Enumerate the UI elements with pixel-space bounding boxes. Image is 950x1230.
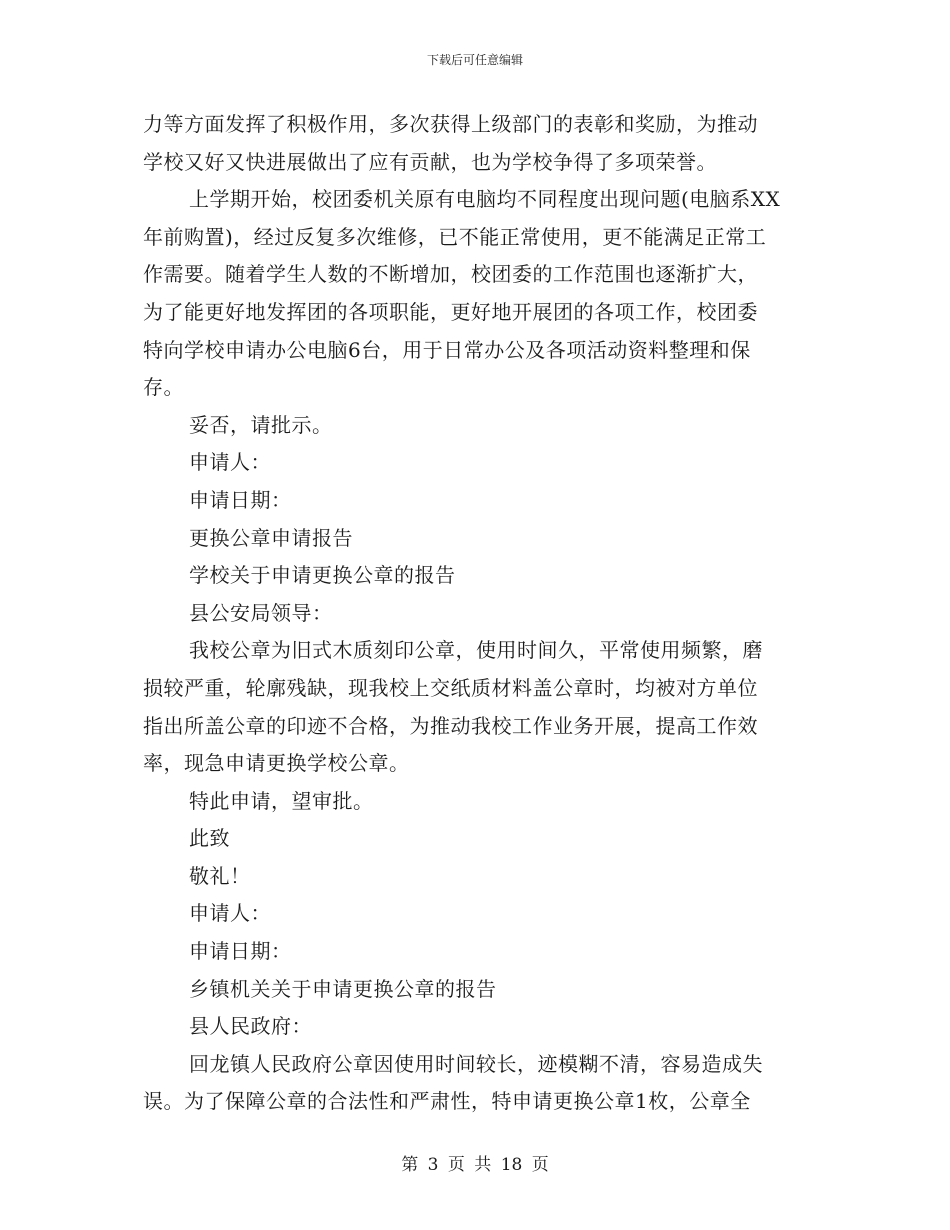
text-line: 年前购置)，经过反复多次维修，已不能正常使用，更不能满足正常工 bbox=[143, 224, 767, 249]
text-line: 敬礼！ bbox=[189, 863, 251, 888]
text-line: 作需要。随着学生人数的不断增加，校团委的工作范围也逐渐扩大， bbox=[143, 262, 758, 287]
document-body bbox=[143, 106, 811, 1121]
text-line: 县公安局领导： bbox=[189, 600, 333, 625]
text-line: 存。 bbox=[143, 375, 184, 400]
page-header: 下载后可任意编辑 bbox=[426, 53, 523, 67]
page-number: 第 3 页 共 18 页 bbox=[401, 1155, 549, 1175]
text-line: 特向学校申请办公电脑6台，用于日常办公及各项活动资料整理和保 bbox=[143, 337, 751, 362]
text-line: 上学期开始，校团委机关原有电脑均不同程度出现问题(电脑系XX bbox=[189, 187, 781, 212]
text-line: 学校又好又快进展做出了应有贡献，也为学校争得了多项荣誉。 bbox=[143, 149, 717, 174]
text-line: 县人民政府： bbox=[189, 1014, 312, 1039]
text-line: 为了能更好地发挥团的各项职能，更好地开展团的各项工作，校团委 bbox=[143, 299, 758, 324]
text-line: 申请日期： bbox=[189, 487, 292, 512]
text-line: 率，现急申请更换学校公章。 bbox=[143, 751, 410, 776]
text-line: 此致 bbox=[189, 826, 230, 851]
text-line: 申请人： bbox=[189, 901, 271, 926]
text-line: 力等方面发挥了积极作用，多次获得上级部门的表彰和奖励，为推动 bbox=[143, 112, 758, 136]
text-line: 妥否，请批示。 bbox=[189, 412, 333, 437]
text-line: 更换公章申请报告 bbox=[189, 525, 353, 550]
text-line: 指出所盖公章的印迹不合格，为推动我校工作业务开展，提高工作效 bbox=[143, 713, 758, 738]
text-line: 我校公章为旧式木质刻印公章，使用时间久，平常使用频繁，磨 bbox=[189, 638, 763, 663]
text-line: 损较严重，轮廓残缺，现我校上交纸质材料盖公章时，均被对方单位 bbox=[143, 675, 758, 700]
text-line: 申请日期： bbox=[189, 939, 292, 964]
text-line: 学校关于申请更换公章的报告 bbox=[189, 563, 456, 588]
text-line: 申请人： bbox=[189, 450, 271, 475]
text-line: 误。为了保障公章的合法性和严肃性，特申请更换公章1枚，公章全 bbox=[143, 1089, 751, 1114]
text-line: 回龙镇人民政府公章因使用时间较长，迹模糊不清，容易造成失 bbox=[189, 1051, 763, 1076]
text-line: 特此申请，望审批。 bbox=[189, 788, 374, 813]
text-line: 乡镇机关关于申请更换公章的报告 bbox=[189, 976, 497, 1001]
